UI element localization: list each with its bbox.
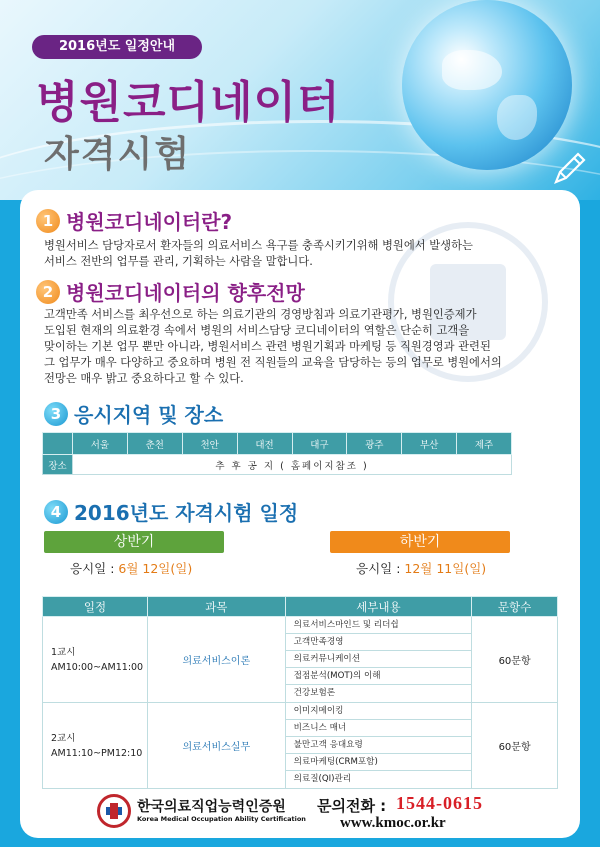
city-header: 대전 <box>237 433 292 455</box>
region-place-row <box>43 455 512 475</box>
session-time: AM11:10~PM12:10 <box>51 747 143 759</box>
detail-item: 접점분석(MOT)의 이해 <box>286 668 472 685</box>
table-row <box>43 703 558 789</box>
detail-item: 불만고객 응대요령 <box>286 737 472 754</box>
section-1-text <box>44 238 473 270</box>
detail-item: 의료커뮤니케이션 <box>286 651 472 668</box>
row-label: 장소 <box>43 455 73 475</box>
section-title: 병원코디네이터란? <box>66 210 233 234</box>
exam-schedule-table <box>42 596 558 789</box>
text-line: 서비스 전반의 업무를 관리, 기획하는 사람을 말합니다. <box>44 255 313 268</box>
session-name: 1교시 <box>51 646 76 658</box>
section-1-heading <box>36 206 232 235</box>
organization-logo-icon <box>97 794 131 828</box>
detail-item: 의료마케팅(CRM포함) <box>286 754 472 771</box>
column-header: 문항수 <box>472 597 558 617</box>
question-count-cell: 60문항 <box>472 703 558 789</box>
first-half-exam-date <box>70 559 192 577</box>
subject-cell: 의료서비스이론 <box>147 617 285 703</box>
city-header: 광주 <box>347 433 402 455</box>
pencil-icon <box>548 150 588 190</box>
section-title: 2016년도 자격시험 일정 <box>74 501 299 525</box>
details-cell <box>285 703 472 789</box>
year-badge: 2016년도 일정안내 <box>32 35 202 59</box>
second-half-exam-date <box>356 559 486 577</box>
section-number-badge: 4 <box>44 500 68 524</box>
date-label: 응시일 : <box>70 561 119 576</box>
date-value: 12월 11일(일) <box>404 561 487 576</box>
page-subtitle: 자격시험 <box>44 134 192 175</box>
text-line: 병원서비스 담당자로서 환자들의 의료서비스 욕구를 충족시키기위해 병원에서 발생하는 <box>44 239 473 252</box>
text-line: 맞이하는 기본 업무 뿐만 아니라, 병원서비스 관련 병원기획과 마케팅 등 직원경영과 관련된 <box>44 340 491 353</box>
page-title: 병원코디네이터 <box>36 77 341 128</box>
date-value: 6월 12일(일) <box>118 561 193 576</box>
question-count-cell: 60문항 <box>472 617 558 703</box>
text-line: 그 업무가 매우 다양하고 중요하며 병원 전 직원들의 교육을 담당하는 등의 업무로 병원에서의 <box>44 356 502 369</box>
section-title: 병원코디네이터의 향후전망 <box>66 281 305 305</box>
section-title: 응시지역 및 장소 <box>74 403 224 427</box>
detail-item: 의료서비스마인드 및 리더쉽 <box>286 617 472 634</box>
organization-name-english: Korea Medical Occupation Ability Certification <box>137 815 306 823</box>
region-header-row <box>43 433 512 455</box>
details-cell <box>285 617 472 703</box>
detail-item: 고객만족경영 <box>286 634 472 651</box>
organization-name: 한국의료직업능력인증원 <box>137 799 286 815</box>
section-number-badge: 1 <box>36 209 60 233</box>
region-table <box>42 432 512 475</box>
city-header: 부산 <box>402 433 457 455</box>
section-2-heading <box>36 277 305 306</box>
detail-item: 비즈니스 매너 <box>286 720 472 737</box>
logo-cross-bar <box>110 803 118 819</box>
date-label: 응시일 : <box>356 561 405 576</box>
place-value: 추 후 공 지 ( 홈페이지참조 ) <box>73 455 512 475</box>
session-cell <box>43 617 148 703</box>
globe-land <box>497 95 537 140</box>
globe-icon <box>402 0 572 170</box>
section-2-text <box>44 307 502 387</box>
city-header: 서울 <box>73 433 128 455</box>
first-half-bar: 상반기 <box>44 531 224 553</box>
column-header: 과목 <box>147 597 285 617</box>
detail-item: 건강보험론 <box>293 688 336 698</box>
phone-label: 문의전화 : <box>317 797 387 815</box>
table-corner <box>43 433 73 455</box>
column-header: 일정 <box>43 597 148 617</box>
section-number-badge: 3 <box>44 402 68 426</box>
section-4-heading <box>44 497 298 526</box>
session-cell <box>43 703 148 789</box>
subject-cell: 의료서비스실무 <box>147 703 285 789</box>
text-line: 도입된 현재의 의료환경 속에서 병원의 서비스담당 코디네이터의 역할은 단순히 고객을 <box>44 324 470 337</box>
schedule-header-row <box>43 597 558 617</box>
website-link[interactable]: www.kmoc.or.kr <box>340 815 446 831</box>
section-3-heading <box>44 399 223 428</box>
header-banner <box>0 0 600 200</box>
city-header: 제주 <box>457 433 512 455</box>
city-header: 춘천 <box>127 433 182 455</box>
text-line: 전망은 매우 밝고 중요하다고 할 수 있다. <box>44 372 244 385</box>
session-name: 2교시 <box>51 732 76 744</box>
text-line: 고객만족 서비스를 최우선으로 하는 의료기관의 경영방침과 의료기관평가, 병원인증제가 <box>44 308 477 321</box>
detail-item: 의료질(QI)관리 <box>293 774 352 784</box>
phone-number: 1544-0615 <box>396 793 483 813</box>
table-row <box>43 617 558 703</box>
city-header: 대구 <box>292 433 347 455</box>
column-header: 세부내용 <box>285 597 472 617</box>
detail-item: 이미지메이킹 <box>286 703 472 720</box>
session-time: AM10:00~AM11:00 <box>51 661 144 673</box>
globe-land <box>442 50 502 90</box>
second-half-bar: 하반기 <box>330 531 510 553</box>
section-number-badge: 2 <box>36 280 60 304</box>
city-header: 천안 <box>182 433 237 455</box>
